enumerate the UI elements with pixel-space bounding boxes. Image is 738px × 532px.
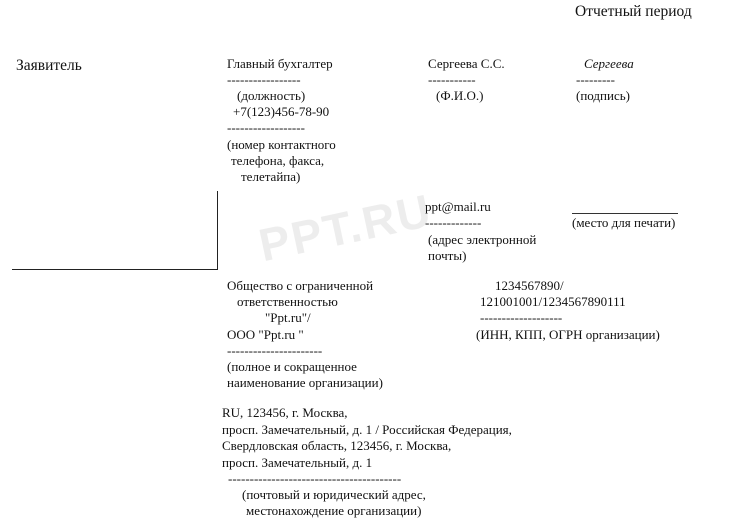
name-dashes: -----------	[428, 72, 476, 87]
applicant-label: Заявитель	[16, 57, 82, 74]
phone-dashes: ------------------	[227, 120, 305, 135]
stamp-caption: (место для печати)	[572, 215, 676, 230]
phone-caption-line: телефона, факса,	[231, 153, 325, 168]
org-name-caption-line: (полное и сокращенное	[227, 359, 357, 374]
address-caption-line: местонахождение организации)	[246, 503, 422, 518]
signature-dashes: ---------	[576, 72, 615, 87]
org-name-line: ответственностью	[237, 294, 338, 309]
position-value: Главный бухгалтер	[227, 56, 333, 71]
org-name-line: "Ppt.ru"/	[265, 310, 311, 325]
vertical-divider	[217, 191, 218, 270]
address-line: RU, 123456, г. Москва,	[222, 405, 348, 420]
address-line: просп. Замечательный, д. 1 / Российская Федерация,	[222, 422, 512, 437]
phone-caption-line: (номер контактного	[227, 137, 336, 152]
email-caption-line: (адрес электронной	[428, 232, 537, 247]
email-dashes: -------------	[425, 215, 482, 230]
address-line: просп. Замечательный, д. 1	[222, 455, 373, 470]
signature-caption: (подпись)	[576, 88, 630, 103]
org-name-line: Общество с ограниченной	[227, 278, 374, 293]
org-ids-line: 1234567890/	[495, 278, 564, 293]
address-line: Свердловская область, 123456, г. Москва,	[222, 438, 452, 453]
org-ids-line: 121001001/1234567890111	[480, 294, 626, 309]
horizontal-divider	[12, 269, 218, 270]
address-caption-line: (почтовый и юридический адрес,	[242, 487, 426, 502]
org-ids-dashes: -------------------	[480, 310, 563, 325]
phone-value: +7(123)456-78-90	[233, 104, 330, 119]
org-name-dashes: ----------------------	[227, 343, 323, 358]
watermark-logo: PPT.RU	[254, 183, 437, 272]
email-caption-line: почты)	[428, 248, 467, 263]
email-value: ppt@mail.ru	[425, 199, 491, 214]
org-name-line: ООО "Ppt.ru "	[227, 327, 304, 342]
stamp-line	[572, 213, 678, 214]
position-dashes: -----------------	[227, 72, 301, 87]
name-caption: (Ф.И.О.)	[436, 88, 484, 103]
signature-value: Сергеева	[584, 56, 634, 71]
address-dashes: ----------------------------------------	[228, 471, 402, 486]
phone-caption-line: телетайпа)	[241, 169, 301, 184]
org-ids-caption: (ИНН, КПП, ОГРН организации)	[476, 327, 660, 342]
name-value: Сергеева С.С.	[428, 56, 505, 71]
position-caption: (должность)	[237, 88, 306, 103]
org-name-caption-line: наименование организации)	[227, 375, 383, 390]
reporting-period-label: Отчетный период	[575, 3, 692, 20]
